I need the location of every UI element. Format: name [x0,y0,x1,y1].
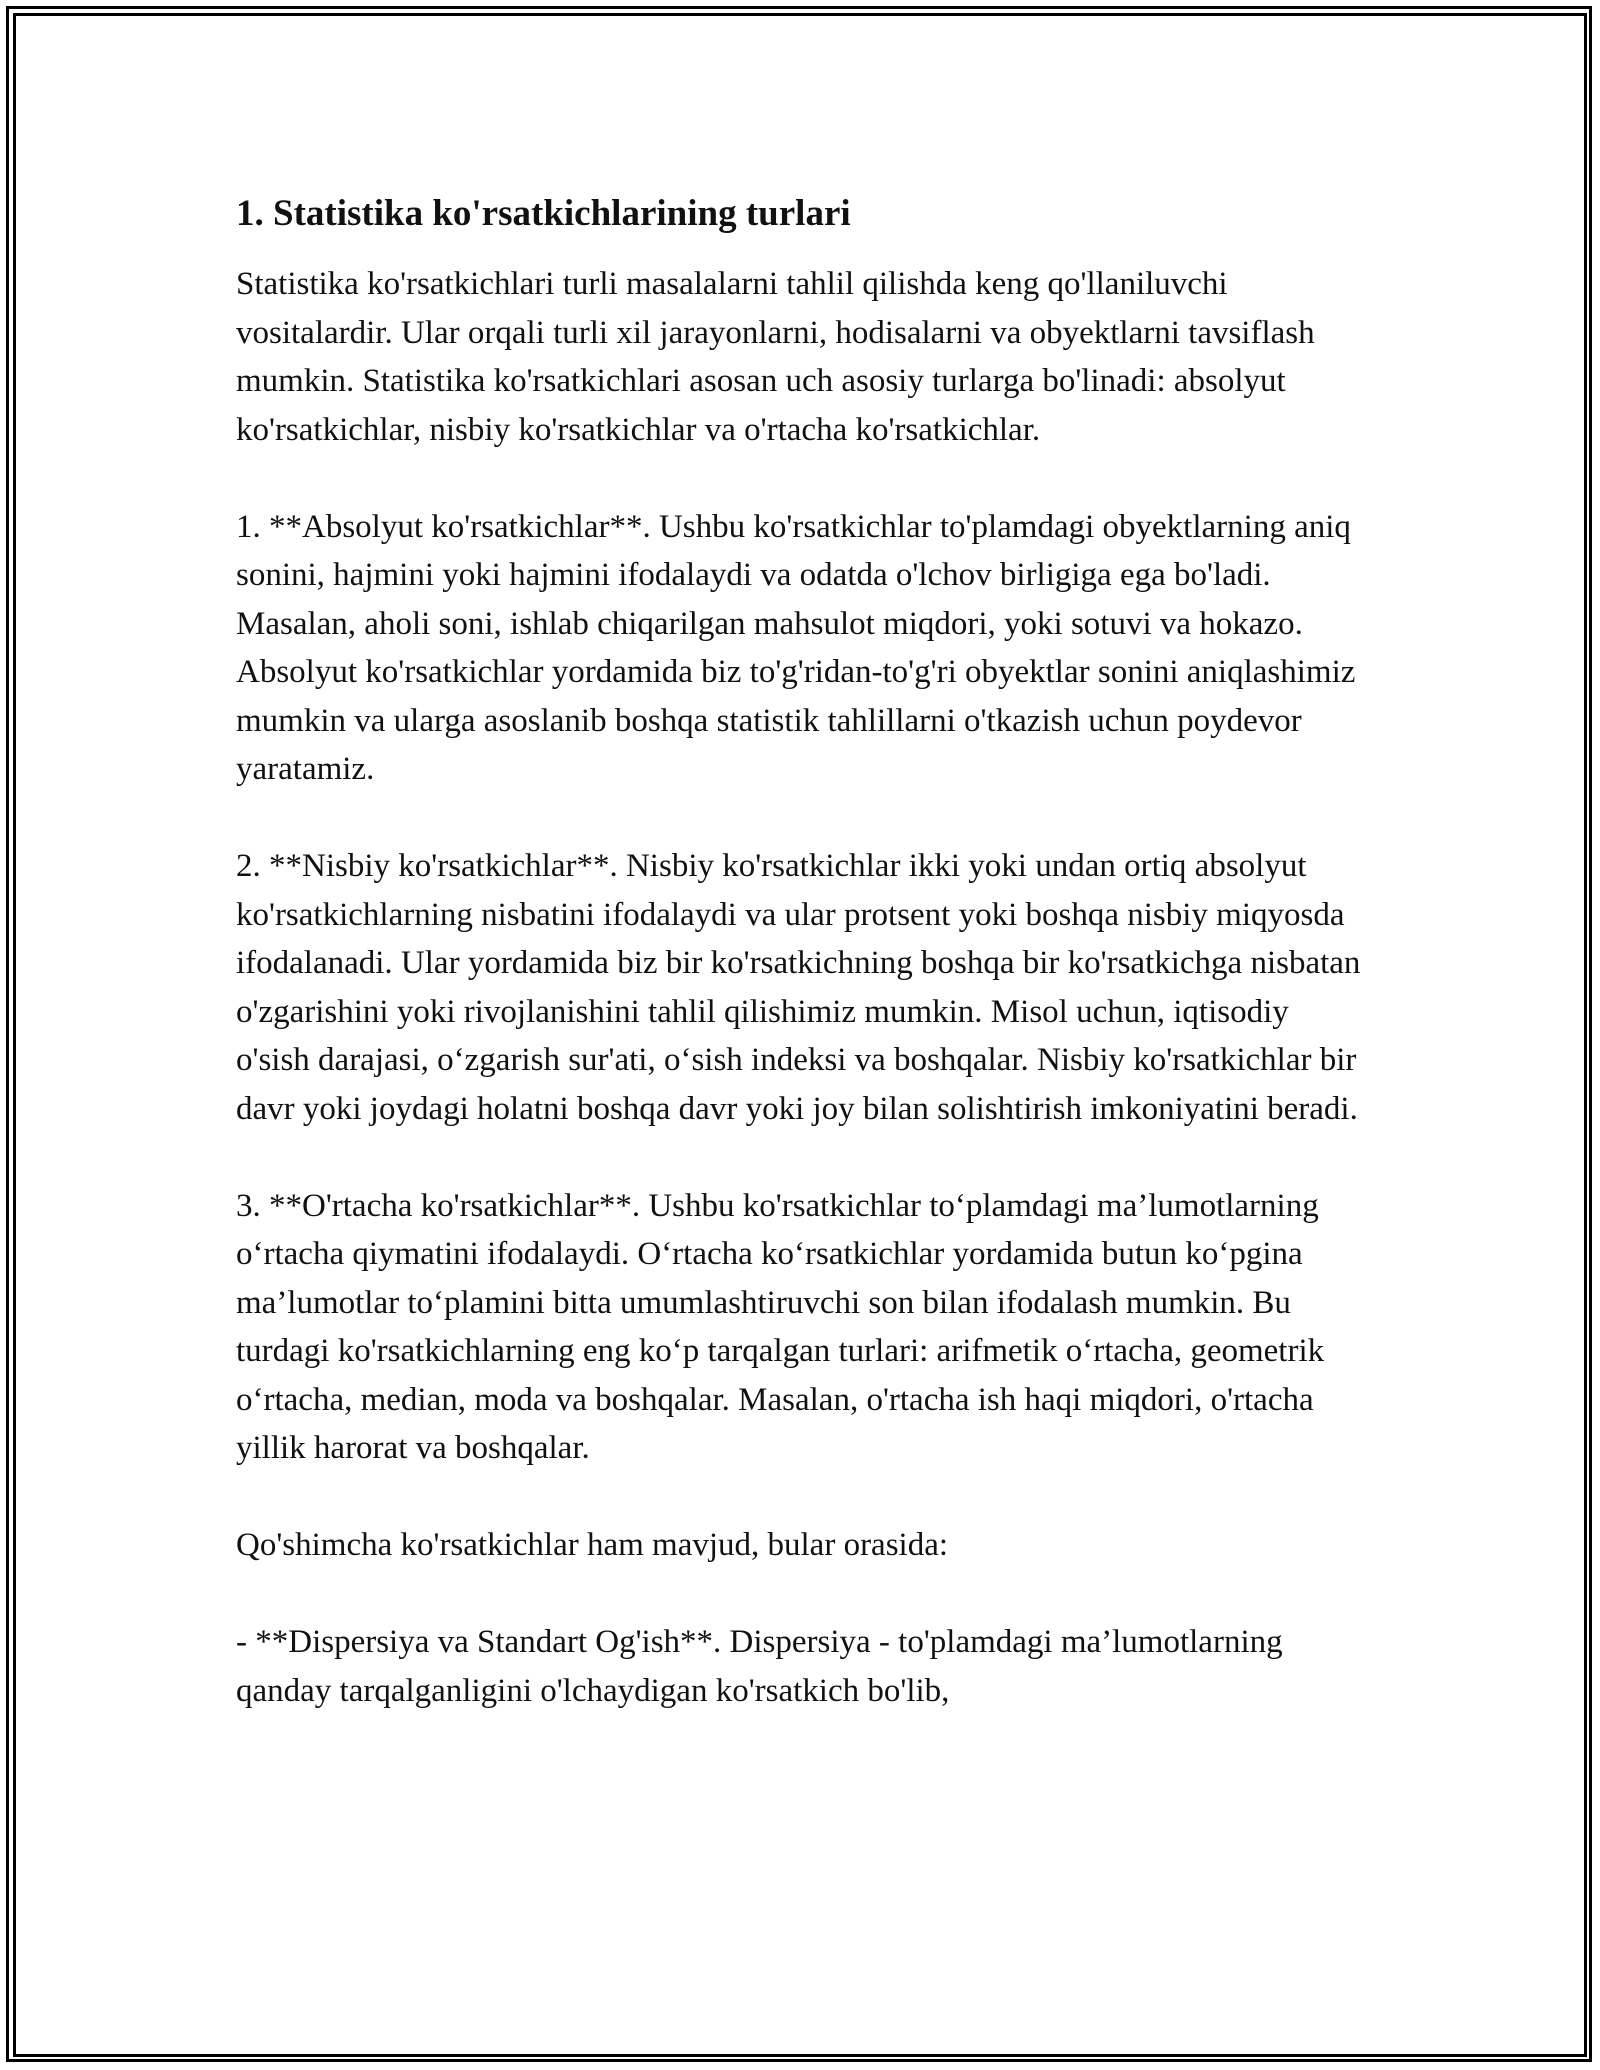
absolute-indicators-paragraph: 1. **Absolyut ko'rsatkichlar**. Ushbu ko'rsatkichlar to'plamdagi obyektlarning aniq sonini, hajmini yoki hajmini ifodalaydi va odatda o'lchov birligiga ega bo'ladi. Masalan, aholi soni, ishlab chiqarilgan mahsulot miqdori, yoki sotuvi va hokazo. Absolyut ko'rsatkichlar yordamida biz to'g'ridan-to'g'ri obyektlar sonini aniqlashimiz mumkin va ularga asoslanib boshqa statistik tahlillarni o'tkazish uchun poydevor yaratamiz. [236,508,1356,787]
additional-indicators-paragraph: Qo'shimcha ko'rsatkichlar ham mavjud, bular orasida: [236,1527,949,1563]
intro-paragraph: Statistika ko'rsatkichlari turli masalalarni tahlil qilishda keng qo'llaniluvchi vositalardir. Ular orqali turli xil jarayonlarni, hodisalarni va obyektlarni tavsiflash mumkin. Statistika ko'rsatkichlari asosan uch asosiy turlarga bo'linadi: absolyut ko'rsatkichlar, nisbiy ko'rsatkichlar va o'rtacha ko'rsatkichlar. [236,266,1315,448]
dispersion-paragraph: - **Dispersiya va Standart Og'ish**. Dispersiya - to'plamdagi ma’lumotlarning qanday tarqalganligini o'lchaydigan ko'rsatkich bo'lib, [236,1624,1283,1709]
section-heading: 1. Statistika ko'rsatkichlarining turlari [236,193,851,234]
page-content [236,186,1366,1715]
relative-indicators-paragraph: 2. **Nisbiy ko'rsatkichlar**. Nisbiy ko'rsatkichlar ikki yoki undan ortiq absolyut ko'rsatkichlarning nisbatini ifodalaydi va ular protsent yoki boshqa nisbiy miqyosda ifodalanadi. Ular yordamida biz bir ko'rsatkichning boshqa bir ko'rsatkichga nisbatan o'zgarishini yoki rivojlanishini tahlil qilishimiz mumkin. Misol uchun, iqtisodiy o'sish darajasi, o‘zgarish sur'ati, o‘sish indeksi va boshqalar. Nisbiy ko'rsatkichlar bir davr yoki joydagi holatni boshqa davr yoki joy bilan solishtirish imkoniyatini beradi. [236,848,1361,1127]
average-indicators-paragraph: 3. **O'rtacha ko'rsatkichlar**. Ushbu ko'rsatkichlar to‘plamdagi ma’lumotlarning o‘rtacha qiymatini ifodalaydi. O‘rtacha ko‘rsatkichlar yordamida butun ko‘pgina ma’lumotlar to‘plamini bitta umumlashtiruvchi son bilan ifodalash mumkin. Bu turdagi ko'rsatkichlarning eng ko‘p tarqalgan turlari: arifmetik o‘rtacha, geometrik o‘rtacha, median, moda va boshqalar. Masalan, o'rtacha ish haqi miqdori, o'rtacha yillik harorat va boshqalar. [236,1187,1325,1466]
